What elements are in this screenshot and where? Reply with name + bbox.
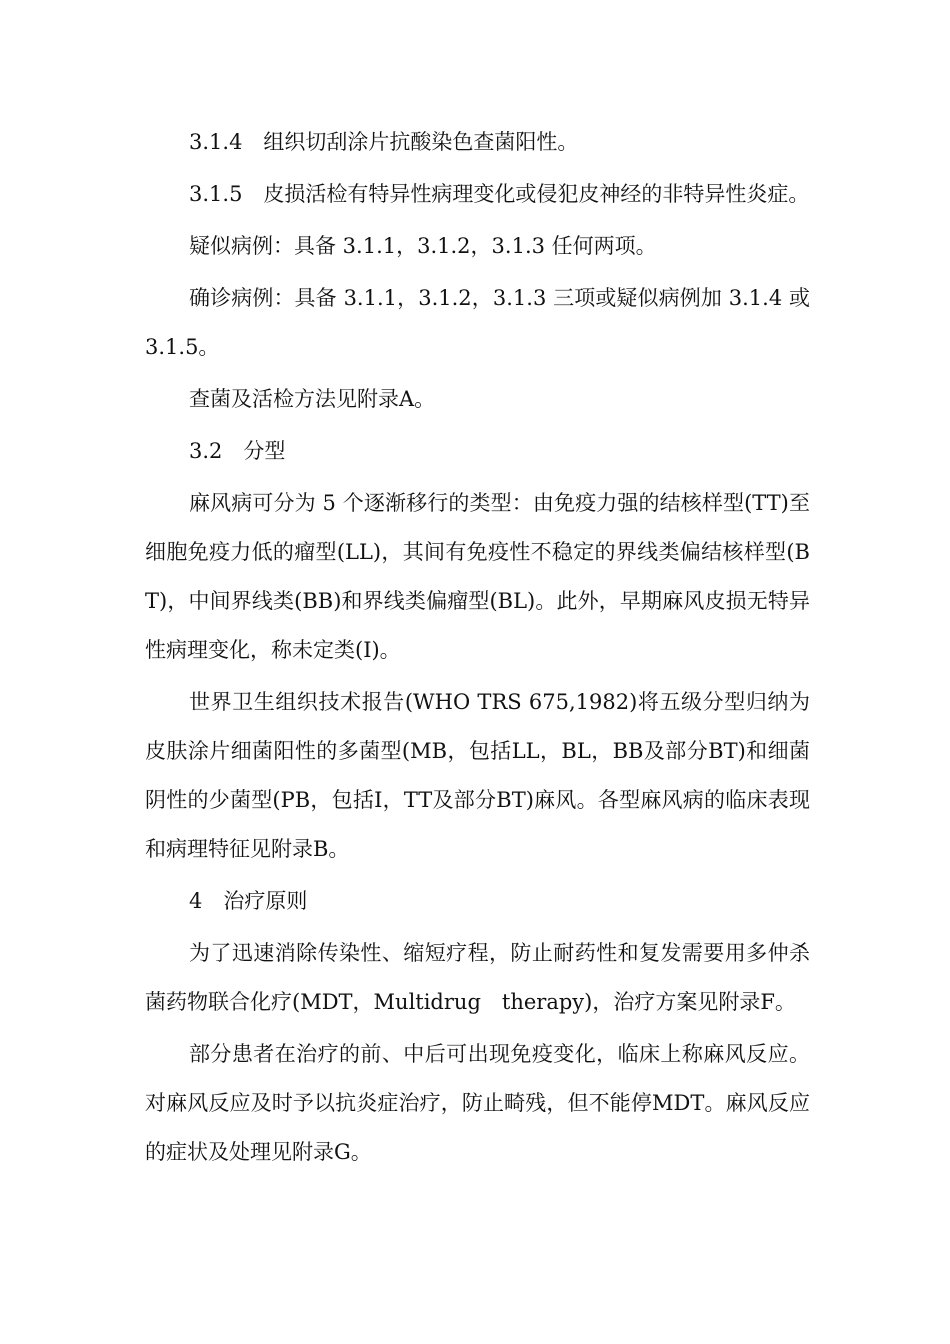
paragraph-3-1-5: 3.1.5 皮损活检有特异性病理变化或侵犯皮神经的非特异性炎症。 [189,182,810,206]
paragraph-suspected-case: 疑似病例：具备 3.1.1，3.1.2，3.1.3 任何两项。 [189,234,657,258]
paragraph-mdt: 为了迅速消除传染性、缩短疗程，防止耐药性和复发需要用多仲杀菌药物联合化疗(MDT，Multidrug therapy)，治疗方案见附录F。 [145,941,810,1014]
section-heading-4: 4 治疗原则 [189,889,308,913]
paragraph-leprosy-reaction: 部分患者在治疗的前、中后可出现免疫变化，临床上称麻风反应。对麻风反应及时予以抗炎症治疗，防止畸残，但不能停MDT。麻风反应的症状及处理见附录G。 [145,1042,810,1164]
paragraph-classification: 麻风病可分为 5 个逐渐移行的类型：由免疫力强的结核样型(TT)至细胞免疫力低的瘤型(LL)，其间有免疫性不稳定的界线类偏结核样型(BT)，中间界线类(BB)和界线类偏瘤型(BL)。此外，早期麻风皮损无特异性病理变化，称未定类(I)。 [145,491,810,662]
section-heading-3-2: 3.2 分型 [189,439,286,463]
paragraph-test-methods: 查菌及活检方法见附录A。 [189,387,436,411]
paragraph-confirmed-case: 确诊病例：具备 3.1.1，3.1.2，3.1.3 三项或疑似病例加 3.1.4 或 3.1.5。 [145,286,810,359]
document-body [145,118,810,1177]
paragraph-who-classification: 世界卫生组织技术报告(WHO TRS 675,1982)将五级分型归纳为皮肤涂片细菌阳性的多菌型(MB，包括LL，BL，BB及部分BT)和细菌阴性的少菌型(PB，包括I，TT及部分BT)麻风。各型麻风病的临床表现和病理特征见附录B。 [145,690,810,861]
paragraph-3-1-4: 3.1.4 组织切刮涂片抗酸染色查菌阳性。 [189,130,579,154]
